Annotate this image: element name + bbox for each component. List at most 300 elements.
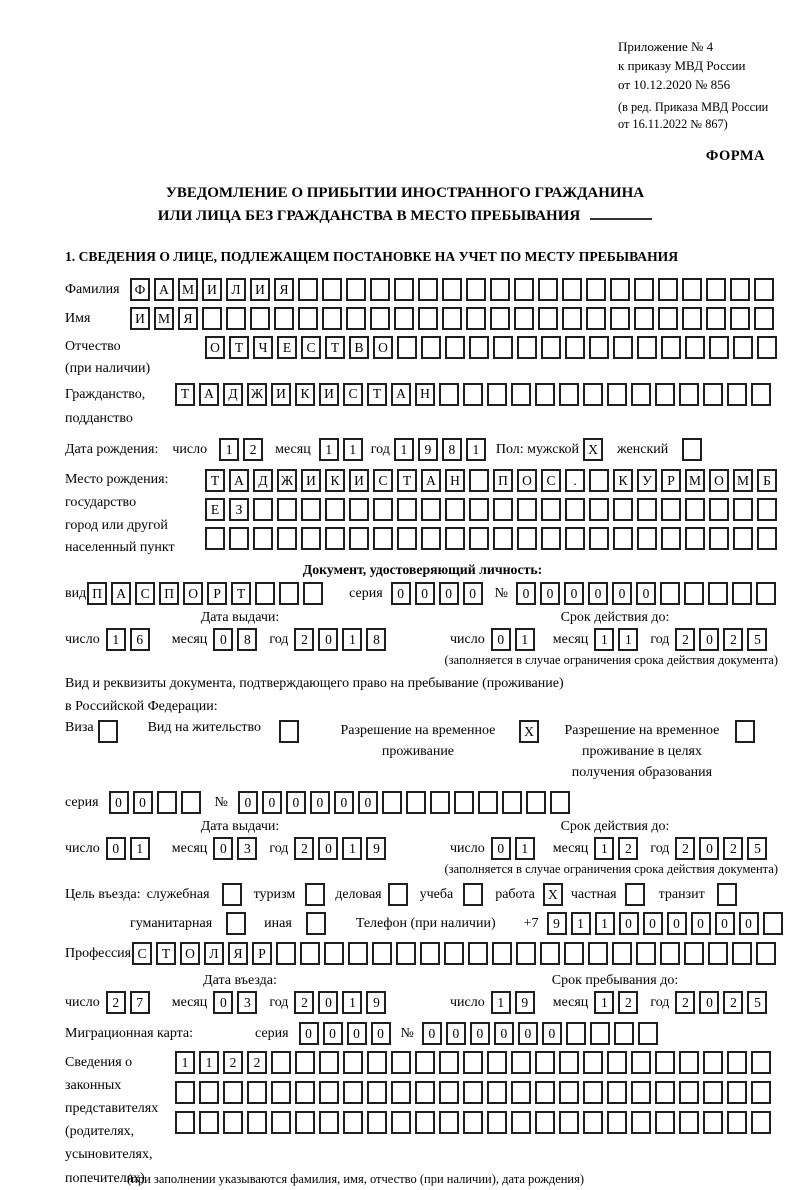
char-box[interactable]: И — [130, 307, 150, 330]
char-box[interactable] — [391, 1111, 411, 1134]
char-box[interactable]: 1 — [130, 837, 150, 860]
char-box[interactable] — [226, 307, 246, 330]
char-box[interactable] — [589, 527, 609, 550]
char-box[interactable] — [679, 1051, 699, 1074]
char-box[interactable] — [279, 582, 299, 605]
char-box[interactable] — [279, 720, 299, 743]
char-box[interactable]: Я — [228, 942, 248, 965]
char-box[interactable] — [319, 1081, 339, 1104]
char-box[interactable] — [511, 1051, 531, 1074]
char-box[interactable]: 1 — [491, 991, 511, 1014]
char-box[interactable] — [660, 582, 680, 605]
residence-issue-month-input[interactable] — [213, 837, 261, 860]
char-box[interactable]: 1 — [618, 628, 638, 651]
char-box[interactable]: 1 — [515, 628, 535, 651]
char-box[interactable] — [661, 336, 681, 359]
char-box[interactable] — [757, 498, 777, 521]
char-box[interactable] — [394, 307, 414, 330]
char-box[interactable] — [586, 278, 606, 301]
stay-month-input[interactable] — [594, 991, 642, 1014]
char-box[interactable] — [685, 527, 705, 550]
char-box[interactable]: А — [111, 582, 131, 605]
char-box[interactable] — [490, 307, 510, 330]
char-box[interactable]: X — [543, 883, 563, 906]
char-box[interactable] — [679, 1081, 699, 1104]
char-box[interactable] — [253, 498, 273, 521]
char-box[interactable] — [610, 307, 630, 330]
char-box[interactable]: 5 — [747, 991, 767, 1014]
profession-input[interactable] — [132, 942, 780, 965]
char-box[interactable] — [298, 278, 318, 301]
char-box[interactable] — [439, 1051, 459, 1074]
char-box[interactable]: 1 — [199, 1051, 219, 1074]
char-box[interactable] — [541, 498, 561, 521]
char-box[interactable]: Т — [175, 383, 195, 406]
char-box[interactable] — [420, 942, 440, 965]
char-box[interactable]: 2 — [618, 991, 638, 1014]
char-box[interactable] — [709, 527, 729, 550]
char-box[interactable] — [415, 1051, 435, 1074]
char-box[interactable]: О — [205, 336, 225, 359]
char-box[interactable]: 0 — [133, 791, 153, 814]
char-box[interactable]: X — [583, 438, 603, 461]
char-box[interactable] — [444, 942, 464, 965]
char-box[interactable] — [250, 307, 270, 330]
char-box[interactable]: Т — [397, 469, 417, 492]
char-box[interactable]: 0 — [391, 582, 411, 605]
char-box[interactable] — [487, 1111, 507, 1134]
char-box[interactable]: А — [154, 278, 174, 301]
char-box[interactable] — [397, 336, 417, 359]
char-box[interactable]: М — [685, 469, 705, 492]
char-box[interactable]: 0 — [358, 791, 378, 814]
char-box[interactable]: 0 — [439, 582, 459, 605]
char-box[interactable]: 0 — [636, 582, 656, 605]
phone-input[interactable] — [547, 912, 787, 935]
char-box[interactable] — [565, 527, 585, 550]
char-box[interactable]: 9 — [366, 991, 386, 1014]
char-box[interactable] — [514, 278, 534, 301]
char-box[interactable]: 0 — [619, 912, 639, 935]
char-box[interactable]: 0 — [323, 1022, 343, 1045]
char-box[interactable]: 0 — [310, 791, 330, 814]
purpose-study-checkbox[interactable] — [463, 883, 487, 906]
char-box[interactable] — [685, 336, 705, 359]
citizenship-input[interactable] — [175, 383, 775, 406]
char-box[interactable] — [625, 883, 645, 906]
char-box[interactable] — [559, 383, 579, 406]
char-box[interactable]: Д — [223, 383, 243, 406]
char-box[interactable]: 1 — [175, 1051, 195, 1074]
char-box[interactable] — [541, 527, 561, 550]
char-box[interactable]: 8 — [237, 628, 257, 651]
char-box[interactable]: 2 — [223, 1051, 243, 1074]
char-box[interactable]: В — [349, 336, 369, 359]
char-box[interactable] — [586, 307, 606, 330]
char-box[interactable] — [733, 336, 753, 359]
char-box[interactable] — [370, 307, 390, 330]
char-box[interactable]: Т — [156, 942, 176, 965]
char-box[interactable]: Д — [253, 469, 273, 492]
migration-series-input[interactable] — [299, 1022, 395, 1045]
char-box[interactable] — [388, 883, 408, 906]
char-box[interactable]: 0 — [213, 991, 233, 1014]
char-box[interactable] — [661, 498, 681, 521]
char-box[interactable] — [343, 1111, 363, 1134]
residence-valid-month-input[interactable] — [594, 837, 642, 860]
char-box[interactable]: 0 — [286, 791, 306, 814]
char-box[interactable] — [415, 1081, 435, 1104]
char-box[interactable] — [181, 791, 201, 814]
char-box[interactable] — [682, 438, 702, 461]
char-box[interactable] — [756, 582, 776, 605]
char-box[interactable]: 8 — [366, 628, 386, 651]
char-box[interactable] — [493, 498, 513, 521]
char-box[interactable] — [637, 498, 657, 521]
char-box[interactable]: И — [349, 469, 369, 492]
char-box[interactable] — [301, 498, 321, 521]
char-box[interactable] — [589, 498, 609, 521]
char-box[interactable] — [514, 307, 534, 330]
char-box[interactable] — [613, 527, 633, 550]
char-box[interactable] — [613, 336, 633, 359]
char-box[interactable] — [538, 307, 558, 330]
char-box[interactable] — [348, 942, 368, 965]
char-box[interactable] — [466, 307, 486, 330]
char-box[interactable]: 0 — [299, 1022, 319, 1045]
char-box[interactable] — [559, 1051, 579, 1074]
char-box[interactable] — [751, 383, 771, 406]
char-box[interactable] — [658, 307, 678, 330]
char-box[interactable]: С — [132, 942, 152, 965]
residence-valid-day-input[interactable] — [491, 837, 539, 860]
char-box[interactable]: 9 — [515, 991, 535, 1014]
char-box[interactable]: 0 — [564, 582, 584, 605]
char-box[interactable] — [319, 1111, 339, 1134]
char-box[interactable]: 1 — [106, 628, 126, 651]
char-box[interactable] — [247, 1111, 267, 1134]
char-box[interactable] — [202, 307, 222, 330]
char-box[interactable] — [631, 1081, 651, 1104]
char-box[interactable] — [445, 336, 465, 359]
char-box[interactable]: 0 — [318, 991, 338, 1014]
char-box[interactable]: 0 — [422, 1022, 442, 1045]
char-box[interactable]: Т — [205, 469, 225, 492]
char-box[interactable]: 1 — [219, 438, 239, 461]
char-box[interactable] — [199, 1081, 219, 1104]
char-box[interactable]: 0 — [371, 1022, 391, 1045]
char-box[interactable] — [559, 1081, 579, 1104]
char-box[interactable]: 2 — [675, 837, 695, 860]
char-box[interactable]: 0 — [699, 991, 719, 1014]
char-box[interactable]: 8 — [442, 438, 462, 461]
char-box[interactable]: 0 — [667, 912, 687, 935]
char-box[interactable] — [255, 582, 275, 605]
char-box[interactable] — [655, 1051, 675, 1074]
char-box[interactable]: И — [202, 278, 222, 301]
char-box[interactable] — [343, 1051, 363, 1074]
char-box[interactable]: 2 — [247, 1051, 267, 1074]
char-box[interactable] — [463, 1111, 483, 1134]
char-box[interactable] — [391, 1051, 411, 1074]
char-box[interactable] — [343, 1081, 363, 1104]
char-box[interactable]: Ф — [130, 278, 150, 301]
char-box[interactable] — [634, 278, 654, 301]
char-box[interactable] — [367, 1051, 387, 1074]
char-box[interactable] — [222, 883, 242, 906]
char-box[interactable]: М — [178, 278, 198, 301]
char-box[interactable]: А — [199, 383, 219, 406]
char-box[interactable]: Т — [325, 336, 345, 359]
char-box[interactable]: 1 — [394, 438, 414, 461]
char-box[interactable] — [550, 791, 570, 814]
char-box[interactable]: 0 — [213, 628, 233, 651]
char-box[interactable] — [373, 498, 393, 521]
char-box[interactable]: 7 — [130, 991, 150, 1014]
char-box[interactable] — [679, 383, 699, 406]
char-box[interactable]: С — [541, 469, 561, 492]
doc-issue-month-input[interactable] — [213, 628, 261, 651]
char-box[interactable] — [517, 527, 537, 550]
temp-residence-checkbox[interactable] — [519, 720, 543, 743]
char-box[interactable]: С — [343, 383, 363, 406]
char-box[interactable]: О — [183, 582, 203, 605]
char-box[interactable] — [253, 527, 273, 550]
char-box[interactable]: 9 — [547, 912, 567, 935]
char-box[interactable]: 0 — [334, 791, 354, 814]
migration-number-input[interactable] — [422, 1022, 662, 1045]
char-box[interactable] — [394, 278, 414, 301]
char-box[interactable] — [295, 1081, 315, 1104]
char-box[interactable] — [661, 527, 681, 550]
char-box[interactable] — [463, 1051, 483, 1074]
char-box[interactable] — [583, 1111, 603, 1134]
birth-place-row1-input[interactable] — [205, 469, 781, 492]
char-box[interactable] — [732, 942, 752, 965]
char-box[interactable]: 2 — [294, 837, 314, 860]
char-box[interactable]: X — [519, 720, 539, 743]
char-box[interactable]: 3 — [237, 991, 257, 1014]
doc-series-input[interactable] — [391, 582, 487, 605]
char-box[interactable] — [502, 791, 522, 814]
char-box[interactable]: 0 — [106, 837, 126, 860]
char-box[interactable]: М — [733, 469, 753, 492]
char-box[interactable] — [295, 1051, 315, 1074]
char-box[interactable]: 0 — [213, 837, 233, 860]
char-box[interactable] — [727, 1051, 747, 1074]
char-box[interactable]: 1 — [342, 628, 362, 651]
char-box[interactable] — [324, 942, 344, 965]
char-box[interactable]: 1 — [595, 912, 615, 935]
char-box[interactable] — [751, 1051, 771, 1074]
char-box[interactable] — [487, 383, 507, 406]
char-box[interactable] — [535, 1081, 555, 1104]
char-box[interactable] — [226, 912, 246, 935]
birth-place-row2-input[interactable] — [205, 498, 781, 521]
char-box[interactable] — [439, 1081, 459, 1104]
char-box[interactable] — [319, 1051, 339, 1074]
char-box[interactable] — [306, 912, 326, 935]
char-box[interactable] — [469, 498, 489, 521]
char-box[interactable]: П — [159, 582, 179, 605]
char-box[interactable] — [463, 1081, 483, 1104]
char-box[interactable] — [492, 942, 512, 965]
char-box[interactable] — [391, 1081, 411, 1104]
char-box[interactable]: 0 — [262, 791, 282, 814]
char-box[interactable] — [655, 383, 675, 406]
char-box[interactable] — [614, 1022, 634, 1045]
char-box[interactable] — [439, 383, 459, 406]
char-box[interactable] — [490, 278, 510, 301]
char-box[interactable] — [349, 527, 369, 550]
char-box[interactable] — [703, 1111, 723, 1134]
char-box[interactable] — [607, 1081, 627, 1104]
char-box[interactable]: 9 — [418, 438, 438, 461]
birth-month-input[interactable] — [319, 438, 367, 461]
char-box[interactable] — [277, 498, 297, 521]
char-box[interactable] — [540, 942, 560, 965]
char-box[interactable] — [223, 1111, 243, 1134]
char-box[interactable]: Т — [229, 336, 249, 359]
char-box[interactable] — [469, 527, 489, 550]
char-box[interactable] — [703, 1081, 723, 1104]
char-box[interactable]: Ч — [253, 336, 273, 359]
char-box[interactable] — [607, 1111, 627, 1134]
char-box[interactable]: 0 — [699, 628, 719, 651]
char-box[interactable]: С — [301, 336, 321, 359]
purpose-transit-checkbox[interactable] — [717, 883, 741, 906]
char-box[interactable]: 0 — [612, 582, 632, 605]
char-box[interactable] — [613, 498, 633, 521]
char-box[interactable] — [487, 1081, 507, 1104]
char-box[interactable]: Я — [274, 278, 294, 301]
char-box[interactable]: 0 — [318, 837, 338, 860]
char-box[interactable]: 1 — [594, 628, 614, 651]
char-box[interactable]: П — [87, 582, 107, 605]
char-box[interactable] — [638, 1022, 658, 1045]
char-box[interactable] — [706, 307, 726, 330]
char-box[interactable]: 2 — [294, 628, 314, 651]
doc-number-input[interactable] — [516, 582, 780, 605]
char-box[interactable] — [322, 307, 342, 330]
residence-issue-day-input[interactable] — [106, 837, 154, 860]
char-box[interactable]: Р — [252, 942, 272, 965]
char-box[interactable]: М — [154, 307, 174, 330]
char-box[interactable] — [684, 942, 704, 965]
char-box[interactable] — [703, 383, 723, 406]
visa-checkbox[interactable] — [98, 720, 122, 743]
char-box[interactable]: Т — [367, 383, 387, 406]
char-box[interactable]: 0 — [739, 912, 759, 935]
char-box[interactable]: 2 — [675, 991, 695, 1014]
char-box[interactable]: С — [373, 469, 393, 492]
char-box[interactable]: Я — [178, 307, 198, 330]
char-box[interactable]: 0 — [494, 1022, 514, 1045]
char-box[interactable]: 2 — [106, 991, 126, 1014]
char-box[interactable]: 2 — [243, 438, 263, 461]
char-box[interactable]: 0 — [491, 837, 511, 860]
char-box[interactable] — [346, 278, 366, 301]
char-box[interactable] — [763, 912, 783, 935]
char-box[interactable] — [303, 582, 323, 605]
char-box[interactable] — [397, 527, 417, 550]
char-box[interactable]: 0 — [415, 582, 435, 605]
char-box[interactable]: Р — [661, 469, 681, 492]
char-box[interactable] — [463, 883, 483, 906]
char-box[interactable]: 6 — [130, 628, 150, 651]
doc-valid-month-input[interactable] — [594, 628, 642, 651]
char-box[interactable] — [370, 278, 390, 301]
char-box[interactable]: 0 — [542, 1022, 562, 1045]
char-box[interactable]: И — [250, 278, 270, 301]
char-box[interactable] — [468, 942, 488, 965]
char-box[interactable] — [346, 307, 366, 330]
char-box[interactable]: 0 — [715, 912, 735, 935]
char-box[interactable]: 0 — [691, 912, 711, 935]
char-box[interactable] — [397, 498, 417, 521]
char-box[interactable] — [247, 1081, 267, 1104]
entry-month-input[interactable] — [213, 991, 261, 1014]
residence-permit-checkbox[interactable] — [279, 720, 303, 743]
char-box[interactable]: 0 — [491, 628, 511, 651]
char-box[interactable]: 1 — [319, 438, 339, 461]
char-box[interactable]: Р — [207, 582, 227, 605]
char-box[interactable] — [445, 527, 465, 550]
char-box[interactable] — [439, 1111, 459, 1134]
surname-input[interactable] — [130, 278, 778, 301]
char-box[interactable]: 0 — [347, 1022, 367, 1045]
purpose-other-checkbox[interactable] — [306, 912, 330, 935]
char-box[interactable] — [300, 942, 320, 965]
char-box[interactable] — [418, 307, 438, 330]
char-box[interactable]: Н — [415, 383, 435, 406]
char-box[interactable]: 1 — [342, 837, 362, 860]
char-box[interactable]: Е — [205, 498, 225, 521]
char-box[interactable] — [727, 1111, 747, 1134]
birth-day-input[interactable] — [219, 438, 267, 461]
char-box[interactable]: Е — [277, 336, 297, 359]
char-box[interactable] — [655, 1111, 675, 1134]
purpose-tourism-checkbox[interactable] — [305, 883, 329, 906]
char-box[interactable]: Ж — [247, 383, 267, 406]
char-box[interactable] — [415, 1111, 435, 1134]
char-box[interactable] — [631, 1111, 651, 1134]
char-box[interactable] — [754, 278, 774, 301]
char-box[interactable] — [463, 383, 483, 406]
char-box[interactable] — [442, 278, 462, 301]
char-box[interactable] — [751, 1111, 771, 1134]
char-box[interactable] — [562, 307, 582, 330]
char-box[interactable] — [511, 383, 531, 406]
char-box[interactable] — [454, 791, 474, 814]
char-box[interactable] — [396, 942, 416, 965]
char-box[interactable] — [757, 336, 777, 359]
char-box[interactable] — [564, 942, 584, 965]
char-box[interactable] — [430, 791, 450, 814]
char-box[interactable]: О — [180, 942, 200, 965]
char-box[interactable] — [634, 307, 654, 330]
char-box[interactable] — [421, 336, 441, 359]
char-box[interactable]: 0 — [588, 582, 608, 605]
entry-year-input[interactable] — [294, 991, 390, 1014]
char-box[interactable] — [493, 336, 513, 359]
char-box[interactable] — [478, 791, 498, 814]
char-box[interactable] — [349, 498, 369, 521]
char-box[interactable]: 0 — [516, 582, 536, 605]
char-box[interactable]: 0 — [238, 791, 258, 814]
char-box[interactable]: 2 — [675, 628, 695, 651]
char-box[interactable] — [679, 1111, 699, 1134]
